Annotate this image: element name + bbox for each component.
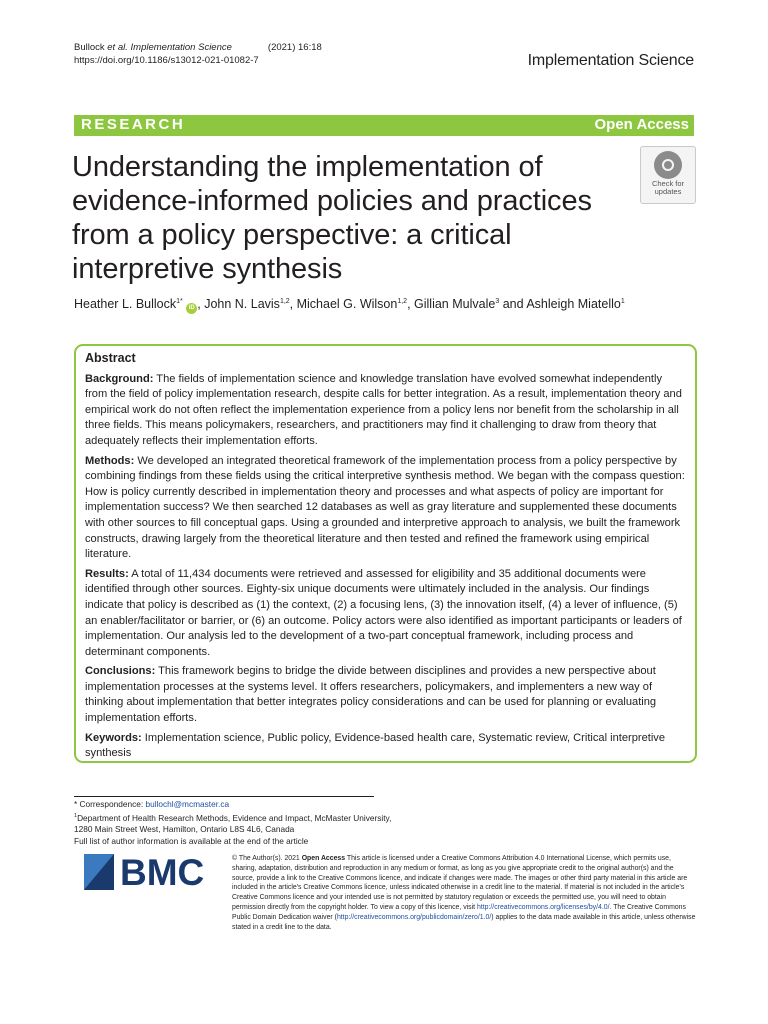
orcid-icon[interactable]: iD (186, 303, 197, 314)
article-title: Understanding the implementation of evidence-informed policies and practices from a policy perspective: a critical interpretive synthesis (72, 151, 592, 285)
update-icon (654, 151, 682, 179)
author-name: Heather L. Bullock (74, 297, 177, 311)
journal-name: Implementation Science (527, 52, 694, 69)
author-info-note: Full list of author information is available at the end of the article (74, 835, 309, 846)
author-list: Heather L. Bullock$^{1*}$ iD , John N. Lavis$^{1,2}$, Michael G. Wilson$^{1,2}$, Gillian Mulvale$^3$ and Ashleigh Miatello$^1$ (74, 297, 625, 314)
email-link[interactable]: bullochl@mcmaster.ca (145, 799, 230, 809)
check-for-updates-badge[interactable]: Check for updates (640, 146, 696, 204)
author-name: and Ashleigh Miatello (499, 297, 621, 311)
waiver-link[interactable]: http://creativecommons.org/publicdomain/zero/1.0/ (336, 913, 492, 921)
author-name: , Gillian Mulvale (407, 297, 496, 311)
abstract-keywords: Keywords: Implementation science, Public policy, Evidence-based health care, Systematic review, Critical interpretive synthesis (85, 731, 666, 760)
bmc-logo-mark (84, 854, 220, 890)
citation: Bullock et al. Implementation Science (2021) 16:18 (74, 42, 322, 53)
doi-link[interactable]: https://doi.org/10.1186/s13012-021-01082-7 (74, 55, 259, 66)
abstract-box (74, 344, 697, 763)
open-access-label: Open Access (594, 116, 689, 133)
footnote-divider (74, 796, 374, 797)
correspondence: * Correspondence: bullochl@mcmaster.ca (74, 799, 230, 809)
abstract-results: Results: A total of 11,434 documents were retrieved and assessed for eligibility and 35 additional documents were identified through other sources. Eighty-six unique documents were ultimately included in the analysis. Our findings indicate that policy is described as (1) the context, (2) a focusing lens, (3) the innovation itself, (4) a lever of influence, (5) an enabler/facilitator or barrier, or (6) an outcome. Policy actors were also identified as important participants or leaders of implementation. Our analysis led to the development of a two-part conceptual framework, including process and determinant components. (85, 567, 682, 658)
running-header (74, 41, 322, 67)
author-name: , John N. Lavis (197, 297, 280, 311)
author-name: , Michael G. Wilson (289, 297, 398, 311)
article-type-banner (74, 115, 694, 136)
bmc-logo (84, 854, 220, 895)
license-link[interactable]: http://creativecommons.org/licenses/by/4.0/ (476, 903, 610, 911)
abstract-methods: Methods: We developed an integrated theoretical framework of the implementation process from a policy perspective by combining findings from these fields using the critical interpretive synthesis method. We began with the compass question: How is policy currently described in implementation theory and processes and what aspects of policy are important for implementation success? We then searched 12 databases as well as gray literature and supplemented these documents with other sources to fill conceptual gaps. Using a grounded and interpretive approach to analysis, we built the framework constructs, drawing largely from the theoretical literature and then tested and refined the framework using empirical literature. (85, 454, 685, 561)
bmc-logo-text: BMC (120, 854, 205, 890)
affiliation: $^1$Department of Health Research Methods, Evidence and Impact, McMaster University, 1280 Main Street West, Hamilton, Ontario L8S 4L6, Canada (74, 812, 392, 834)
footnote (74, 799, 404, 847)
license-text: © The Author(s). 2021 Open Access This article is licensed under a Creative Commons Attribution 4.0 International License, which permits use, sharing, adaptation, distribution and reproduction in any medium or format, as long as you give appropriate credit to the original author(s) and the source, provide a link to the Creative Commons licence, and indicate if changes were made. The images or other third party material in this article are included in the article's Creative Commons licence, unless indicated otherwise in a credit line to the material. If material is not included in the article's Creative Commons licence and your intended use is not permitted by statutory regulation or exceeds the permitted use, you will need to obtain permission directly from the copyright holder. To view a copy of this licence, visit http://creativecommons.org/licenses/by/4.0/. The Creative Commons Public Domain Dedication waiver (http://creativecommons.org/publicdomain/zero/1.0/) applies to the data made available in this article, unless otherwise stated in a credit line to the data. (232, 855, 696, 931)
abstract-heading: Abstract (85, 351, 136, 365)
article-type: RESEARCH (81, 116, 186, 133)
abstract-conclusions: Conclusions: This framework begins to bridge the divide between disciplines and provides a new perspective about implementation processes at the systems level. It offers researchers, policymakers, and implementers a new way of thinking about implementation that better integrates policy considerations and can be used for planning or evaluating implementation efforts. (85, 665, 657, 725)
abstract-background: Background: The fields of implementation science and knowledge translation have evolved somewhat independently from the field of policy implementation research, despite calls for better integration. As a result, implementation theory and empirical work do not often reflect the implementation experience from a policy lens nor benefit from the scholarship in all three fields. This means policymakers, researchers, and practitioners may find it challenging to draw from theory that adequately reflects their implementation efforts. (85, 372, 682, 447)
